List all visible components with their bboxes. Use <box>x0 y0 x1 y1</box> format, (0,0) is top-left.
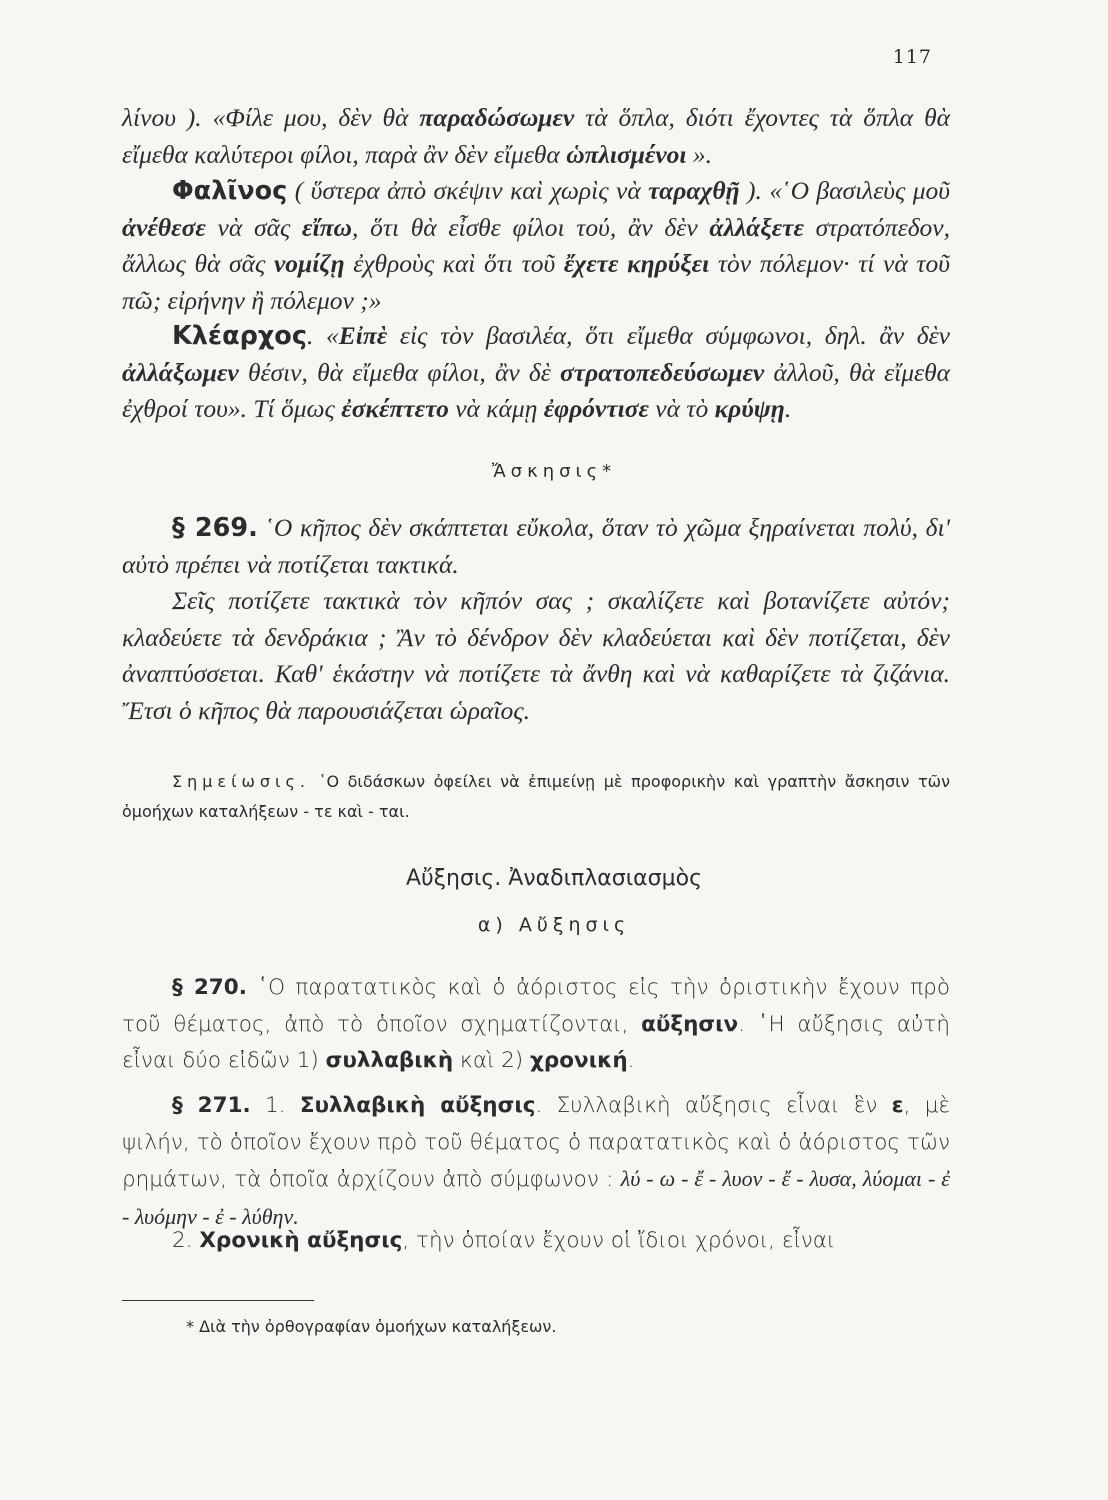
subsection-title: α) Αὔξησις <box>477 914 631 936</box>
section-271-item-2: 2. Χρονικὴ αὔξησις, τὴν ὁποίαν ἔχουν οἱ ἴδιοι χρόνοι, εἶναι <box>172 1228 836 1253</box>
dialogue-paragraph-3: Κλέαρχος. «Εἰπὲ εἰς τὸν βασιλέα, ὅτι εἴμεθα σύμφωνοι, δηλ. ἂν δὲν ἀλλάξωμεν θέσιν, θὰ εἴμεθα φίλοι, ἂν δὲ στρατοπεδεύσωμεν ἀλλοῦ, θὰ εἴμεθα ἐχθροί του». Τί ὅμως ἐσκέπτετο νὰ κάμῃ ἐφρόντισε νὰ τὸ κρύψῃ. <box>122 321 951 423</box>
section-269-exercise: Σεῖς ποτίζετε τακτικὰ τὸν κῆπόν σας ; σκαλίζετε καὶ βοτανίζετε αὐτόν; κλαδεύετε τὰ δενδράκια ; Ἂν τὸ δένδρον δὲν κλαδεύεται καὶ δὲν ποτίζεται, δὲν ἀναπτύσσεται. Καθ' ἑκάστην νὰ ποτίζετε τὰ ἄνθη καὶ νὰ καθαρίζετε τὰ ζιζάνια. Ἔτσι ὁ κῆπος θὰ παρουσιάζεται ὡραῖος. <box>122 586 950 725</box>
footnote-rule <box>122 1300 314 1301</box>
section-number: § 270. <box>172 975 247 1000</box>
section-270: § 270. ῾Ο παρατατικὸς καὶ ὁ ἀόριστος εἰς τὴν ὁριστικὴν ἔχουν πρὸ τοῦ θέματος, ἀπὸ τὸ ὁποῖον σχηματίζονται, αὔξησιν. ῾Η αὔξησις αὐτὴ εἶναι δύο εἰδῶν 1) συλλαβικὴ καὶ 2) χρονική. <box>122 975 950 1073</box>
teacher-remark: Σημείωσις. ῾Ο διδάσκων ὀφείλει νὰ ἐπιμείνῃ μὲ προφορικὴν καὶ γραπτὴν ἄσκησιν τῶν ὁμοήχων καταλήξεων - τε καὶ - ται. <box>122 772 950 821</box>
section-number: § 271. <box>172 1093 251 1118</box>
exercise-heading: Ἄσκησις* <box>491 461 617 482</box>
page-number: 117 <box>892 46 932 68</box>
dialogue-paragraph-2: Φαλῖνος ( ὕστερα ἀπὸ σκέψιν καὶ χωρὶς νὰ ταραχθῇ ). «῾Ο βασιλεὺς μοῦ ἀνέθεσε νὰ σᾶς εἴπω, ὅτι θὰ εἶσθε φίλοι τού, ἂν δὲν ἀλλάξετε στρατόπεδον, ἄλλως θὰ σᾶς νομίζῃ ἐχθροὺς καὶ ὅτι τοῦ ἔχετε κηρύξει τὸν πόλεμον· τί νὰ τοῦ πῶ; εἰρήνην ἢ πόλεμον ;» <box>122 176 951 315</box>
speaker-name: Κλέαρχος <box>172 321 307 351</box>
section-title: Αὔξησις. Ἀναδιπλασιασμὸς <box>406 866 702 891</box>
remark-label: Σημείωσις. <box>172 772 310 791</box>
section-number: § 269. <box>172 513 258 543</box>
footnote: * Διὰ τὴν ὀρθογραφίαν ὁμοήχων καταλήξεων. <box>186 1317 557 1336</box>
speaker-name: Φαλῖνος <box>172 176 288 206</box>
section-269-intro: § 269. ῾Ο κῆπος δὲν σκάπτεται εὔκολα, ὅταν τὸ χῶμα ξηραίνεται πολύ, δι' αὐτὸ πρέπει νὰ ποτίζεται τακτικά. <box>122 513 950 579</box>
dialogue-paragraph-1: λίνου ). «Φίλε μου, δὲν θὰ παραδώσωμεν τὰ ὅπλα, διότι ἔχοντες τὰ ὅπλα θὰ εἴμεθα καλύτεροι φίλοι, παρὰ ἂν δὲν εἴμεθα ὡπλισμένοι ». <box>122 103 950 169</box>
section-271: § 271. 1. Συλλαβικὴ αὔξησις. Συλλαβικὴ αὔξησις εἶναι ἓν ε, μὲ ψιλήν, τὸ ὁποῖον ἔχουν πρὸ τοῦ θέματος ὁ παρατατικὸς καὶ ὁ ἀόριστος τῶν ρημάτων, τὰ ὁποῖα ἀρχίζουν ἀπὸ σύμφωνον : λύ - ω - ἔ - λυον - ἔ - λυσα, λύομαι - ἐ - λυόμην - ἐ - λύθην. <box>122 1093 950 1229</box>
